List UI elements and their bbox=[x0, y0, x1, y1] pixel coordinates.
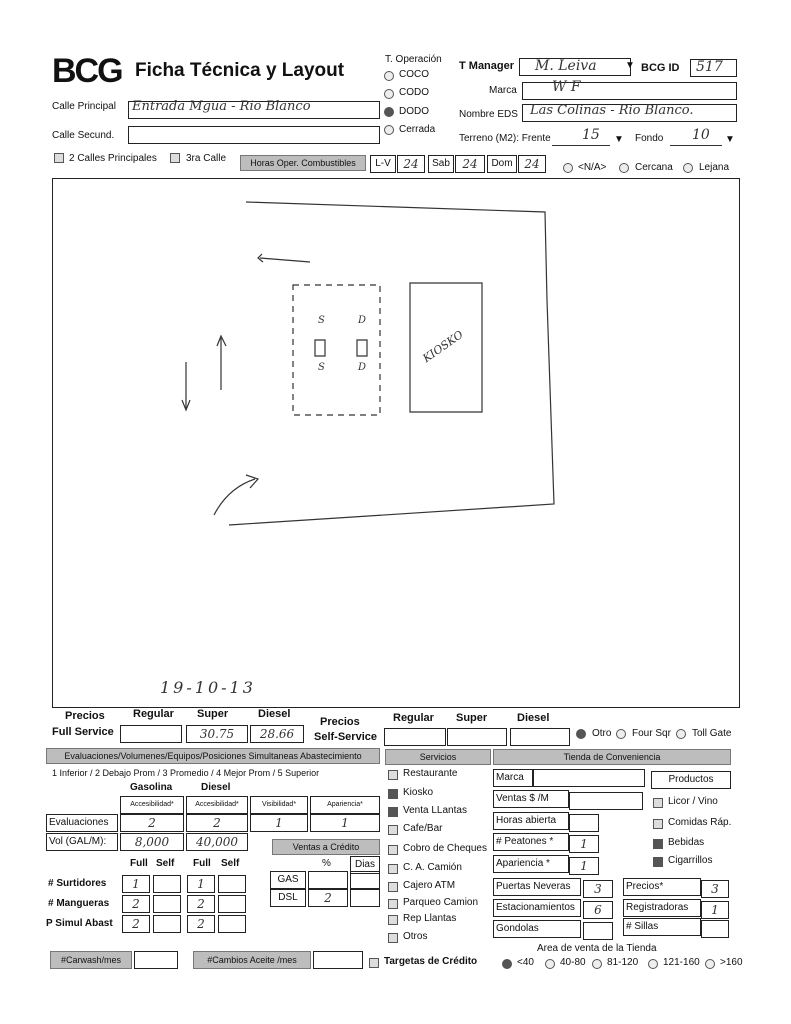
full-col-label-1: Full bbox=[130, 858, 148, 869]
area-option-label-2: 81-120 bbox=[607, 957, 639, 968]
vol-diesel[interactable]: 40,000 bbox=[186, 833, 248, 851]
precio-super-header: Super bbox=[197, 708, 229, 720]
radio-area-0[interactable] bbox=[502, 959, 512, 969]
precios-tienda-field[interactable]: 3 bbox=[701, 880, 729, 898]
checkbox-tarjetas[interactable] bbox=[369, 958, 379, 968]
col-accesibilidad-gas: Accesibilidad* bbox=[120, 796, 184, 814]
marca-label: Marca bbox=[489, 85, 517, 96]
rating-scale-text: 1 Inferior / 2 Debajo Prom / 3 Promedio / 4 Mejor Prom / 5 Superior bbox=[52, 768, 320, 778]
bcg-id-label: BCG ID bbox=[641, 62, 680, 74]
carwash-field[interactable] bbox=[134, 951, 178, 969]
full-diesel-field[interactable]: 28.66 bbox=[250, 725, 304, 743]
option-four-sqr: Four Sqr bbox=[632, 728, 671, 739]
pump-label-top-left: S bbox=[318, 315, 325, 326]
self-diesel-header: Diesel bbox=[517, 712, 550, 724]
option-cerrada: Cerrada bbox=[399, 124, 436, 135]
apariencia-label: Apariencia * bbox=[493, 855, 569, 873]
self-col-label-1: Self bbox=[156, 858, 175, 869]
carwash-label: #Carwash/mes bbox=[50, 951, 132, 969]
lv-label-box: L-V bbox=[370, 155, 396, 173]
tarjetas-label: Targetas de Crédito bbox=[384, 956, 478, 967]
dom-label-box: Dom bbox=[487, 155, 517, 173]
servicio-label-7: Parqueo Camion bbox=[403, 897, 479, 908]
col-visibilidad: Visibilidad* bbox=[250, 796, 308, 814]
ventas-field[interactable] bbox=[569, 792, 643, 810]
nombre-eds-value: Las Colinas - Rio Blanco. bbox=[530, 103, 694, 118]
cambios-field[interactable] bbox=[313, 951, 363, 969]
apariencia-field[interactable]: 1 bbox=[569, 857, 599, 875]
servicio-label-8: Rep Llantas bbox=[403, 913, 457, 924]
tercera-calle-label: 3ra Calle bbox=[186, 153, 227, 164]
chevron-down-icon[interactable]: ▼ bbox=[725, 134, 735, 145]
cambios-label: #Cambios Aceite /mes bbox=[193, 951, 311, 969]
pump-label-top-right: D bbox=[358, 315, 367, 326]
servicio-label-5: C. A. Camión bbox=[403, 862, 462, 873]
gondolas-label: Gondolas bbox=[493, 920, 581, 938]
option-cercana: Cercana bbox=[635, 162, 673, 173]
precios-full-label-1: Precios bbox=[65, 710, 105, 722]
pump-label-bottom-left: S bbox=[318, 362, 325, 373]
self-diesel-field[interactable] bbox=[510, 728, 570, 746]
calle-secund-label: Calle Secund. bbox=[52, 130, 115, 141]
mangueras-self-dsl[interactable] bbox=[218, 895, 246, 913]
calles-principales-label: 2 Calles Principales bbox=[69, 153, 157, 164]
tienda-marca-label: Marca bbox=[493, 769, 533, 787]
estacionamientos-field[interactable]: 6 bbox=[583, 901, 613, 919]
full-col-label-2: Full bbox=[193, 858, 211, 869]
puertas-label: Puertas Neveras bbox=[493, 878, 581, 896]
diesel-label: Diesel bbox=[201, 782, 231, 793]
pct-label: % bbox=[322, 858, 331, 869]
ventas-credito-header: Ventas a Crédito bbox=[272, 839, 380, 855]
horas-abierta-field[interactable] bbox=[569, 814, 599, 832]
page-title: Ficha Técnica y Layout bbox=[135, 60, 345, 81]
gasolina-label: Gasolina bbox=[130, 782, 173, 793]
gondolas-field[interactable] bbox=[583, 922, 613, 940]
checkbox-servicio-6[interactable] bbox=[388, 882, 398, 892]
calle-principal-value: Entrada Mgua - Rio Blanco bbox=[132, 99, 311, 114]
fondo-value: 10 bbox=[692, 127, 710, 143]
surtidores-self-gas[interactable] bbox=[153, 875, 181, 893]
t-operacion-label: T. Operación bbox=[385, 54, 442, 65]
radio-area-2[interactable] bbox=[592, 959, 602, 969]
sillas-label: # Sillas bbox=[623, 918, 701, 936]
peatones-label: # Peatones * bbox=[493, 833, 569, 851]
checkbox-producto-2[interactable] bbox=[653, 839, 663, 849]
checkbox-producto-1[interactable] bbox=[653, 819, 663, 829]
psimul-label: P Simul Abast bbox=[46, 918, 113, 929]
terreno-label: Terreno (M2): Frente bbox=[459, 133, 551, 144]
vol-label: Vol (GAL/M): bbox=[46, 833, 118, 851]
dsl-pct[interactable]: 2 bbox=[308, 889, 348, 907]
servicio-label-6: Cajero ATM bbox=[403, 880, 456, 891]
checkbox-servicio-2[interactable] bbox=[388, 807, 398, 817]
dom-field[interactable]: 24 bbox=[518, 155, 546, 173]
checkbox-servicio-0[interactable] bbox=[388, 770, 398, 780]
dsl-label: DSL bbox=[270, 889, 306, 907]
full-regular-field[interactable] bbox=[120, 725, 182, 743]
area-option-label-0: <40 bbox=[517, 957, 534, 968]
checkbox-servicio-8[interactable] bbox=[388, 915, 398, 925]
sab-field[interactable]: 24 bbox=[455, 155, 485, 173]
checkbox-producto-0[interactable] bbox=[653, 798, 663, 808]
mangueras-full-dsl[interactable]: 2 bbox=[187, 895, 215, 913]
producto-label-1: Comidas Ráp. bbox=[668, 817, 732, 828]
evaluaciones-label: Evaluaciones bbox=[46, 814, 118, 832]
gas-pct[interactable] bbox=[308, 871, 348, 889]
radio-otro[interactable] bbox=[576, 729, 586, 739]
checkbox-servicio-1[interactable] bbox=[388, 789, 398, 799]
checkbox-servicio-3[interactable] bbox=[388, 825, 398, 835]
full-super-field[interactable]: 30.75 bbox=[186, 725, 248, 743]
col-accesibilidad-diesel: Accesibilidad* bbox=[186, 796, 248, 814]
eval-acc-diesel[interactable]: 2 bbox=[186, 814, 248, 832]
option-na: <N/A> bbox=[578, 162, 607, 173]
frente-value: 15 bbox=[582, 127, 600, 143]
mangueras-full-gas[interactable]: 2 bbox=[122, 895, 150, 913]
mangueras-self-gas[interactable] bbox=[153, 895, 181, 913]
precios-full-label-2: Full Service bbox=[52, 726, 114, 738]
chevron-down-icon[interactable]: ▼ bbox=[614, 134, 624, 145]
lv-field[interactable]: 24 bbox=[397, 155, 425, 173]
ventas-label: Ventas $ /M bbox=[493, 790, 569, 808]
radio-area-1[interactable] bbox=[545, 959, 555, 969]
radio-area-4[interactable] bbox=[705, 959, 715, 969]
option-dodo: DODO bbox=[399, 106, 429, 117]
option-otro: Otro bbox=[592, 728, 612, 739]
gas-label: GAS bbox=[270, 871, 306, 889]
evaluaciones-bar: Evaluaciones/Volumenes/Equipos/Posiciones Simultaneas Abastecimiento bbox=[46, 748, 380, 764]
sillas-field[interactable] bbox=[701, 920, 729, 938]
radio-four-sqr[interactable] bbox=[616, 729, 626, 739]
self-col-label-2: Self bbox=[221, 858, 240, 869]
producto-label-0: Licor / Vino bbox=[668, 796, 718, 807]
bcg-id-value: 517 bbox=[696, 59, 723, 75]
area-venta-label: Area de venta de la Tienda bbox=[537, 943, 657, 954]
eval-acc-gas[interactable]: 2 bbox=[120, 814, 184, 832]
self-regular-header: Regular bbox=[393, 712, 434, 724]
option-coco: COCO bbox=[399, 69, 429, 80]
col-apariencia: Apariencia* bbox=[310, 796, 380, 814]
nombre-eds-label: Nombre EDS bbox=[459, 109, 518, 120]
peatones-field[interactable]: 1 bbox=[569, 835, 599, 853]
registradoras-field[interactable]: 1 bbox=[701, 901, 729, 919]
psimul-full-gas[interactable]: 2 bbox=[122, 915, 150, 933]
self-super-header: Super bbox=[456, 712, 488, 724]
eval-apariencia[interactable]: 1 bbox=[310, 814, 380, 832]
tienda-header: Tienda de Conveniencia bbox=[493, 749, 731, 765]
checkbox-servicio-4[interactable] bbox=[388, 845, 398, 855]
checkbox-servicio-9[interactable] bbox=[388, 933, 398, 943]
option-codo: CODO bbox=[399, 87, 429, 98]
option-lejana: Lejana bbox=[699, 162, 730, 173]
servicio-label-2: Venta LLantas bbox=[403, 805, 467, 816]
area-option-label-1: 40-80 bbox=[560, 957, 586, 968]
surtidores-full-gas[interactable]: 1 bbox=[122, 875, 150, 893]
sab-label-box: Sab bbox=[428, 155, 454, 173]
fondo-label: Fondo bbox=[635, 133, 664, 144]
surtidores-label: # Surtidores bbox=[48, 878, 107, 889]
dsl-dias[interactable] bbox=[350, 889, 380, 907]
t-manager-label: T Manager bbox=[459, 60, 515, 72]
servicio-label-1: Kiosko bbox=[403, 787, 434, 798]
producto-label-3: Cigarrillos bbox=[668, 855, 713, 866]
checkbox-servicio-5[interactable] bbox=[388, 864, 398, 874]
area-option-label-3: 121-160 bbox=[663, 957, 700, 968]
marca-value: W F bbox=[552, 79, 581, 95]
surtidores-self-dsl[interactable] bbox=[218, 875, 246, 893]
logo: BCG bbox=[52, 52, 122, 90]
sketch-date: 19-10-13 bbox=[160, 678, 256, 697]
self-regular-field[interactable] bbox=[384, 728, 446, 746]
vol-gasolina[interactable]: 8,000 bbox=[120, 833, 184, 851]
t-manager-value: M. Leiva bbox=[535, 58, 597, 74]
precio-diesel-header: Diesel bbox=[258, 708, 291, 720]
kiosko-label: KIOSKO bbox=[420, 327, 466, 366]
calle-principal-label: Calle Principal bbox=[52, 101, 116, 112]
producto-label-2: Bebidas bbox=[668, 837, 705, 848]
horas-abierta-label: Horas abierta bbox=[493, 812, 569, 830]
self-super-field[interactable] bbox=[447, 728, 507, 746]
checkbox-producto-3[interactable] bbox=[653, 857, 663, 867]
precios-self-label-1: Precios bbox=[320, 716, 360, 728]
precio-regular-header: Regular bbox=[133, 708, 174, 720]
precios-tienda-label: Precios* bbox=[623, 878, 701, 896]
servicio-label-3: Cafe/Bar bbox=[403, 823, 443, 834]
productos-header: Productos bbox=[651, 771, 731, 789]
option-toll-gate: Toll Gate bbox=[692, 728, 732, 739]
servicios-header: Servicios bbox=[385, 749, 491, 765]
servicio-label-0: Restaurante bbox=[403, 768, 458, 779]
eval-visibilidad[interactable]: 1 bbox=[250, 814, 308, 832]
psimul-self-dsl[interactable] bbox=[218, 915, 246, 933]
checkbox-servicio-7[interactable] bbox=[388, 899, 398, 909]
registradoras-label: Registradoras bbox=[623, 899, 701, 917]
puertas-field[interactable]: 3 bbox=[583, 880, 613, 898]
horas-oper-button[interactable]: Horas Oper. Combustibles bbox=[240, 155, 366, 171]
psimul-full-dsl[interactable]: 2 bbox=[187, 915, 215, 933]
chevron-down-icon[interactable]: ▼ bbox=[625, 60, 635, 71]
pump-label-bottom-right: D bbox=[358, 362, 367, 373]
gas-dias[interactable] bbox=[350, 871, 380, 889]
mangueras-label: # Mangueras bbox=[48, 898, 110, 909]
precios-self-label-2: Self-Service bbox=[314, 731, 377, 743]
tienda-marca-field[interactable] bbox=[533, 769, 645, 787]
surtidores-full-dsl[interactable]: 1 bbox=[187, 875, 215, 893]
estacionamientos-label: Estacionamientos bbox=[493, 899, 581, 917]
radio-area-3[interactable] bbox=[648, 959, 658, 969]
servicio-label-4: Cobro de Cheques bbox=[403, 843, 487, 854]
radio-toll-gate[interactable] bbox=[676, 729, 686, 739]
dias-label: Dias bbox=[350, 856, 380, 874]
psimul-self-gas[interactable] bbox=[153, 915, 181, 933]
area-option-label-4: >160 bbox=[720, 957, 743, 968]
servicio-label-9: Otros bbox=[403, 931, 428, 942]
